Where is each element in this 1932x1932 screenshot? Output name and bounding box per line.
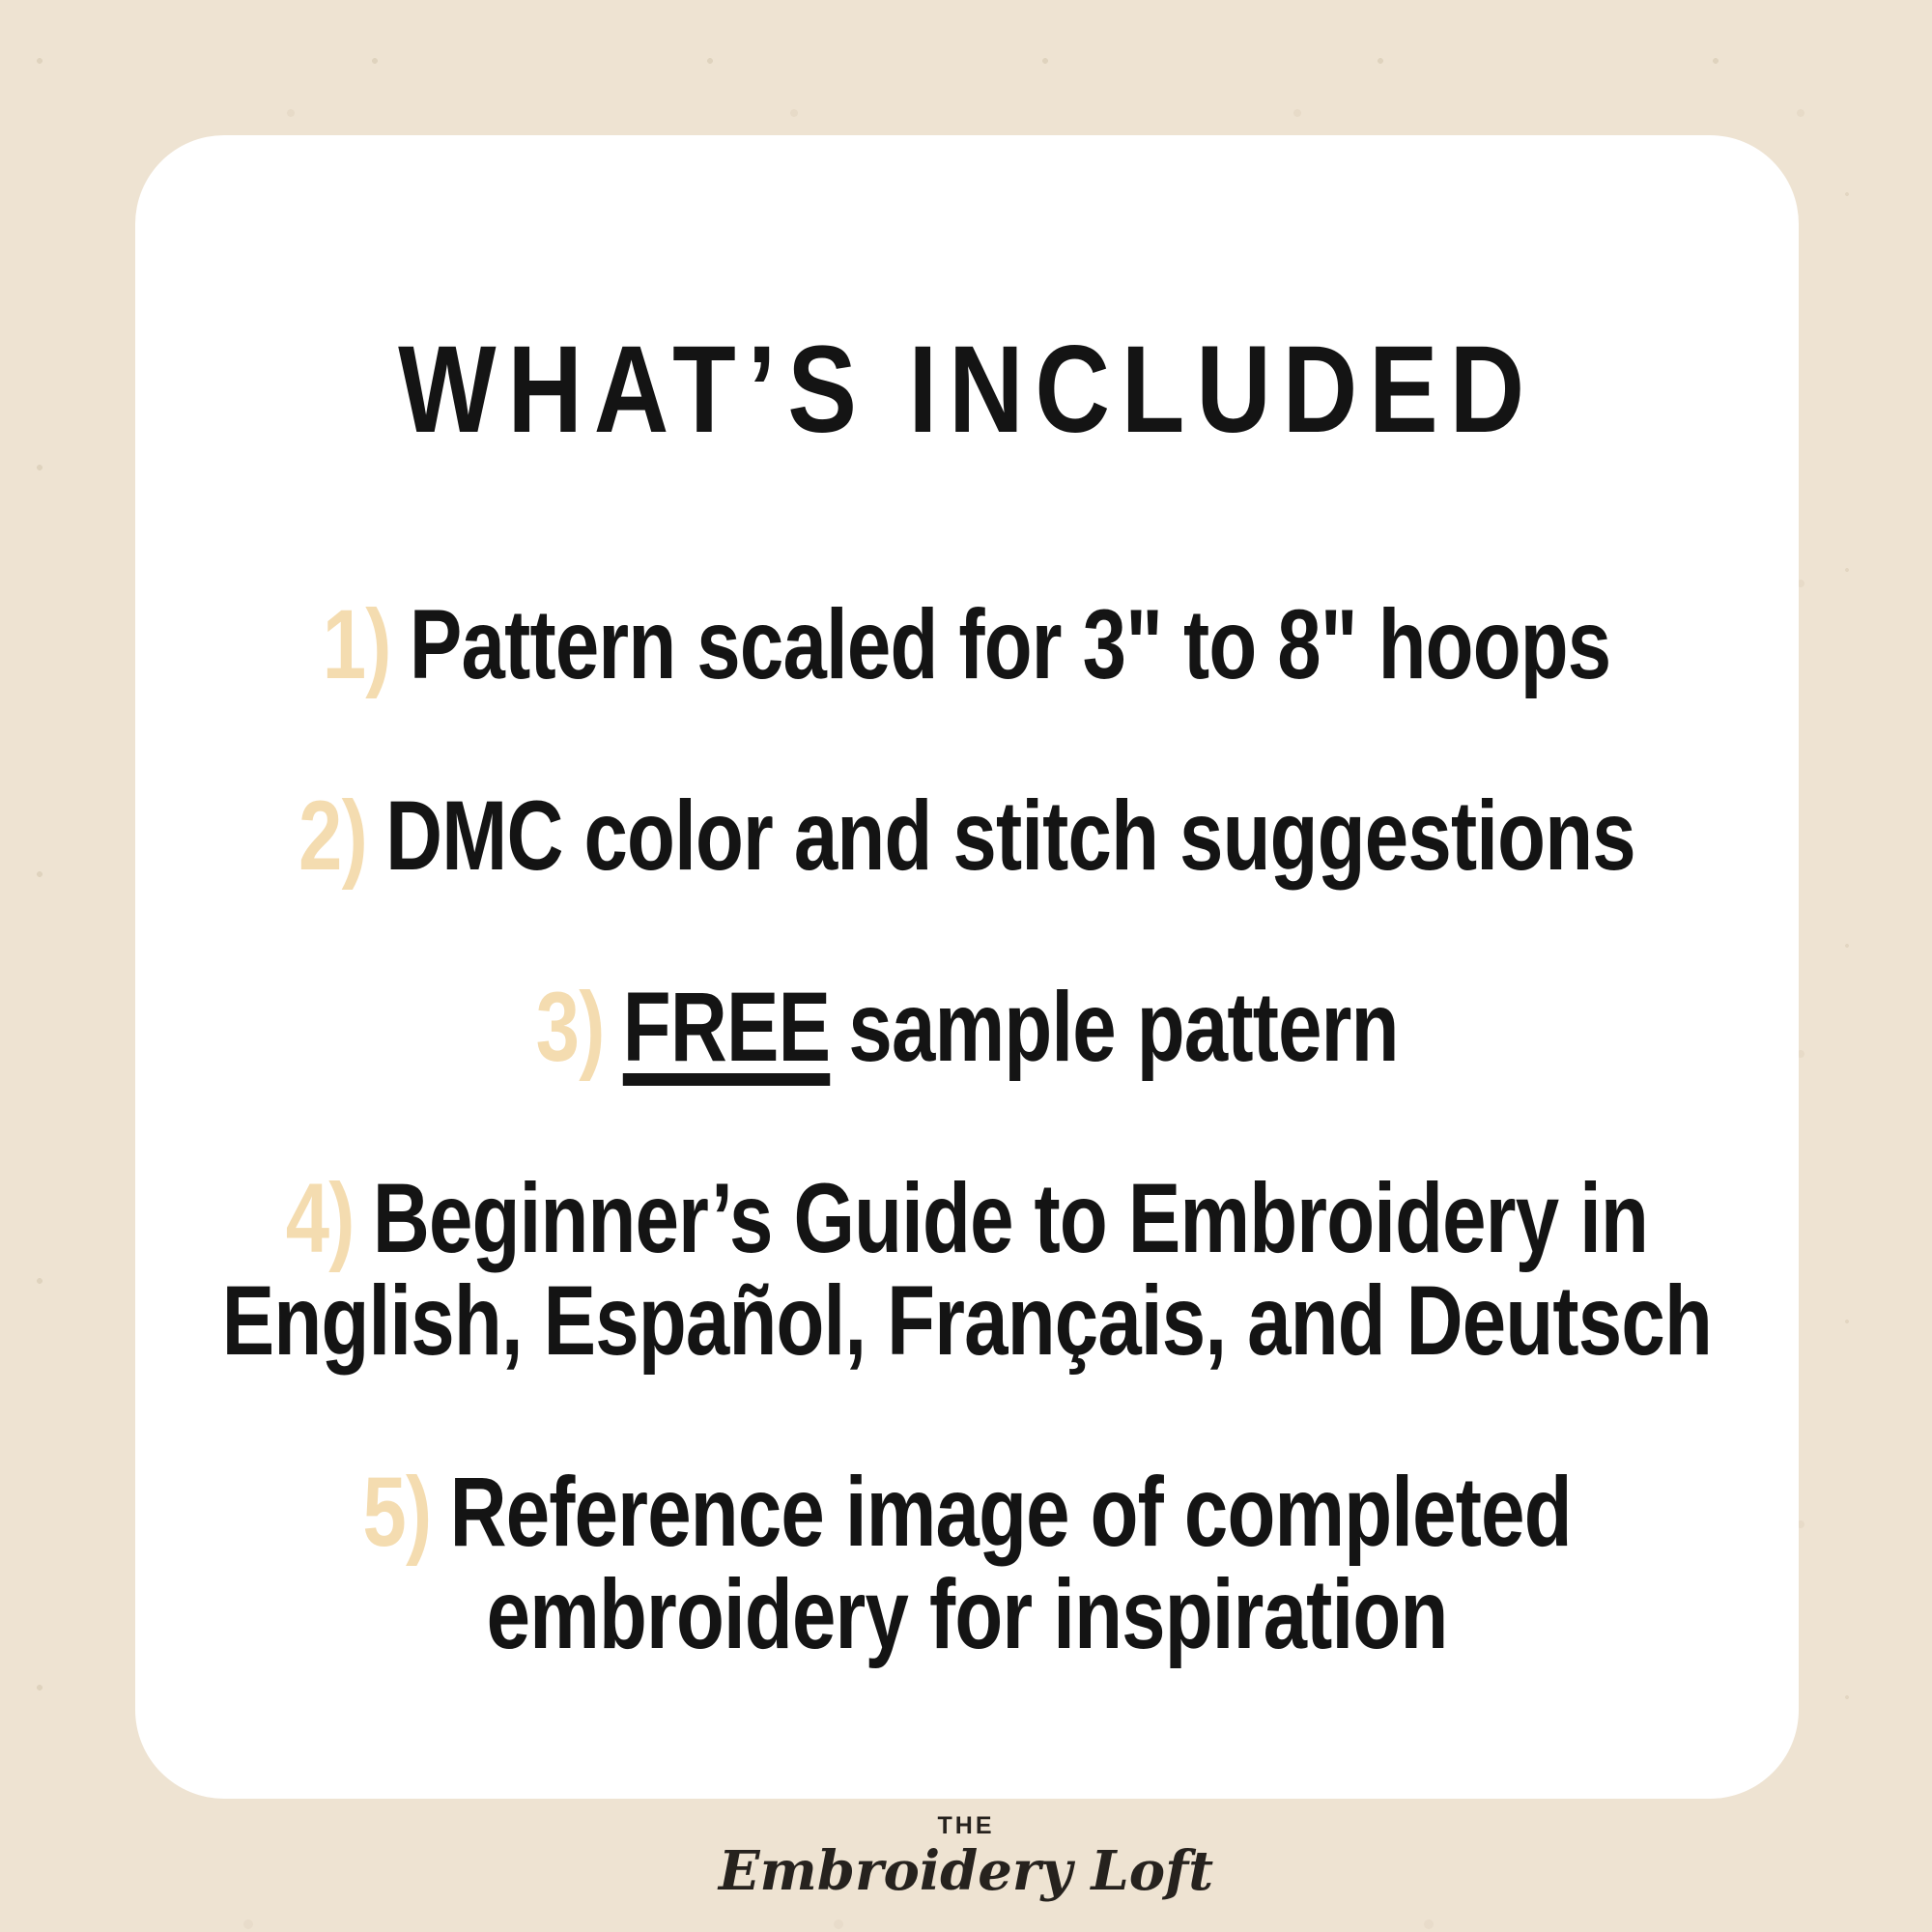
item-4-text-line1: Beginner’s Guide to Embroidery in — [372, 1163, 1649, 1274]
list-item-1 — [323, 589, 1611, 699]
item-2-number: 2) — [298, 781, 368, 892]
item-1-text: Pattern scaled for 3" to 8" hoops — [410, 589, 1611, 699]
item-1-number: 1) — [323, 589, 392, 699]
page-title: WHAT’S INCLUDED — [398, 321, 1536, 459]
list-item-3 — [535, 972, 1399, 1083]
item-5-text-line2: embroidery for inspiration — [486, 1559, 1448, 1670]
brand-logo — [0, 1814, 1932, 1902]
item-4-text-line2: English, Español, Français, and Deutsch — [221, 1265, 1713, 1377]
list-item-5 — [362, 1457, 1572, 1670]
brand-logo-the: THE — [937, 1812, 995, 1839]
item-3-underlined-text: FREE — [622, 972, 831, 1083]
included-list — [135, 589, 1799, 1670]
item-5-number: 5) — [362, 1457, 432, 1568]
list-item-2 — [298, 781, 1635, 892]
list-item-4 — [221, 1163, 1713, 1377]
brand-logo-name: Embroidery Loft — [718, 1839, 1214, 1903]
content-card — [135, 135, 1799, 1799]
item-5-text-line1: Reference image of completed — [449, 1457, 1572, 1568]
item-2-text: DMC color and stitch suggestions — [385, 781, 1635, 892]
item-3-number: 3) — [535, 972, 605, 1083]
item-4-number: 4) — [285, 1163, 355, 1274]
item-3-text: sample pattern — [848, 972, 1399, 1083]
